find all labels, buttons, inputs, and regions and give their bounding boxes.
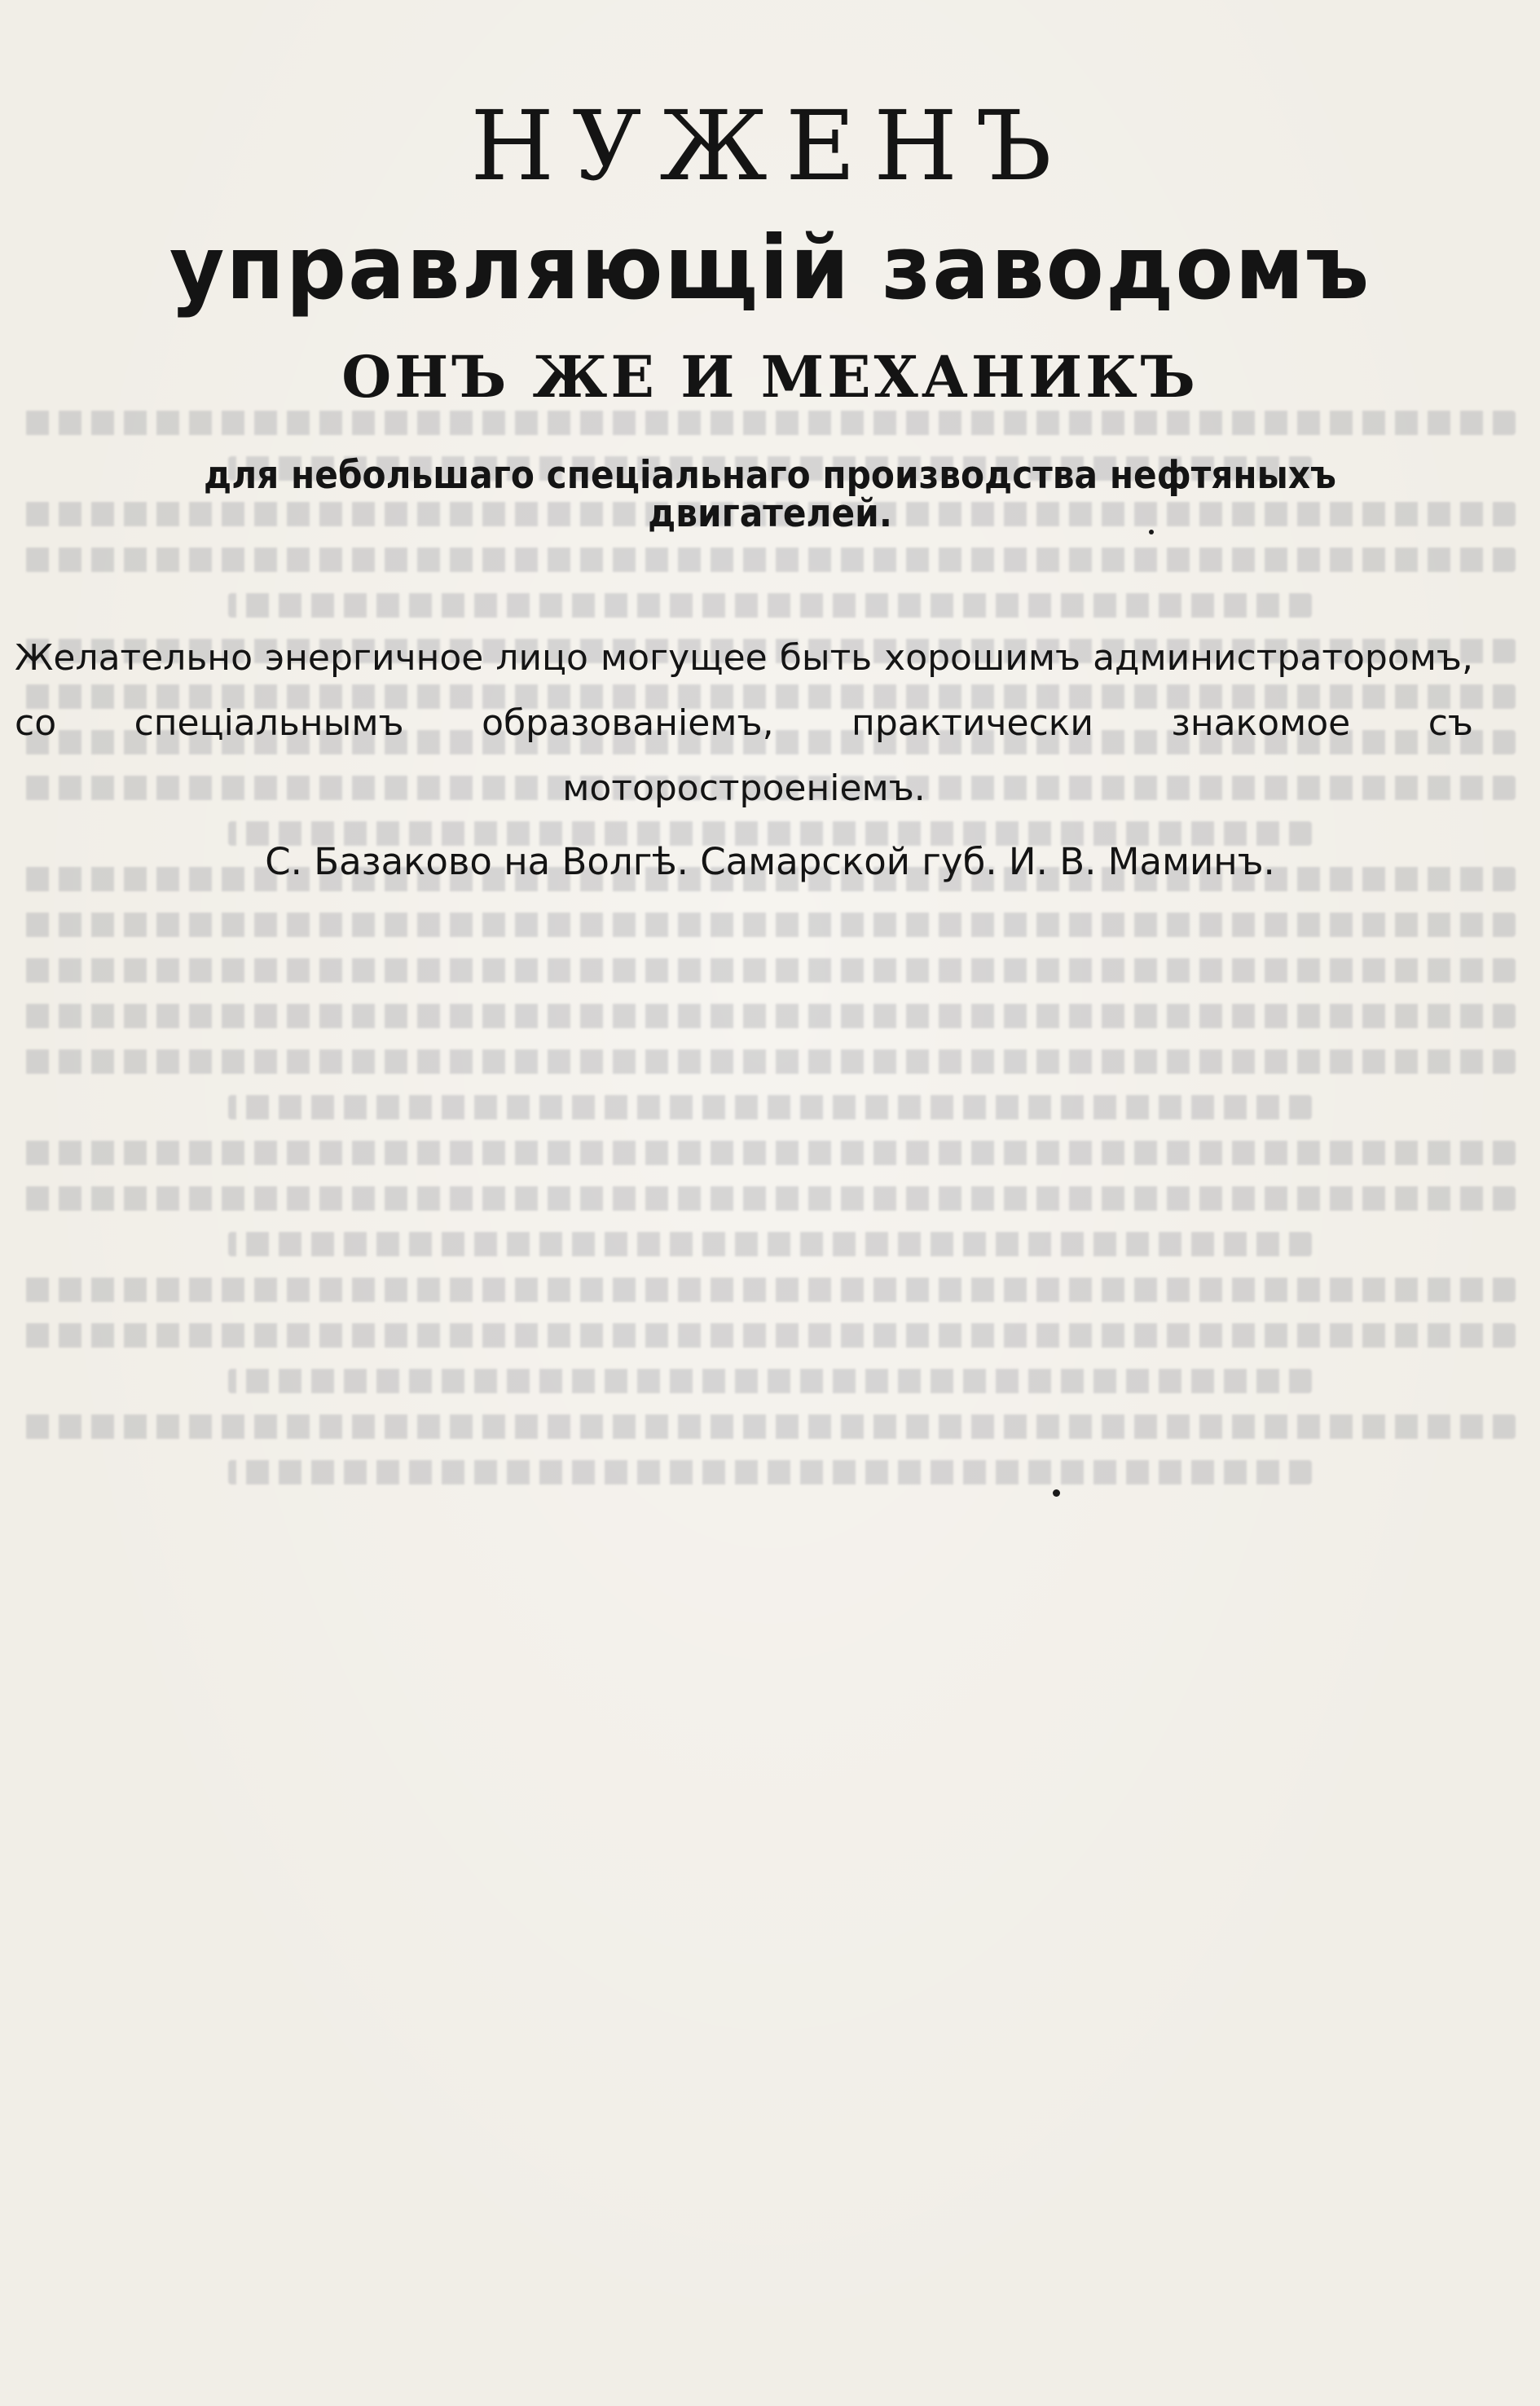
bleed-line: [228, 1232, 1312, 1256]
production-description: для небольшаго спеціальнаго производства нефтяныхъ двигателей.: [204, 453, 1336, 536]
bleed-line: [228, 1369, 1312, 1393]
bleed-line: [24, 913, 1516, 937]
bleed-line: [24, 1414, 1516, 1439]
bleed-line: [24, 1323, 1516, 1348]
position-title: ОНЪ ЖЕ И МЕХАНИКЪ: [341, 343, 1199, 411]
ink-speck: [1053, 1489, 1060, 1497]
bleed-line: [228, 1460, 1312, 1485]
bleed-line: [24, 1004, 1516, 1028]
bleed-line: [228, 593, 1312, 618]
bleed-line: [24, 548, 1516, 572]
bleed-line: [24, 1141, 1516, 1165]
headline: НУЖЕНЪ: [470, 90, 1070, 202]
advertisement: [0, 90, 1540, 536]
address-signature: С. Базаково на Волгѣ. Самарской губ. И. В. Маминъ.: [265, 840, 1275, 883]
requirements-paragraph: Желательно энергичное лицо могущее быть хорошимъ администраторомъ, со спеціальнымъ образованіемъ, практически знакомое съ моторостроеніемъ.: [15, 637, 1473, 809]
subheadline: управляющій заводомъ: [169, 218, 1371, 319]
bleed-line: [24, 1049, 1516, 1074]
bleed-line: [228, 1095, 1312, 1119]
bleed-line: [24, 1278, 1516, 1302]
bleed-line: [24, 958, 1516, 983]
ink-speck: [1149, 530, 1154, 534]
bleed-line: [24, 1186, 1516, 1211]
